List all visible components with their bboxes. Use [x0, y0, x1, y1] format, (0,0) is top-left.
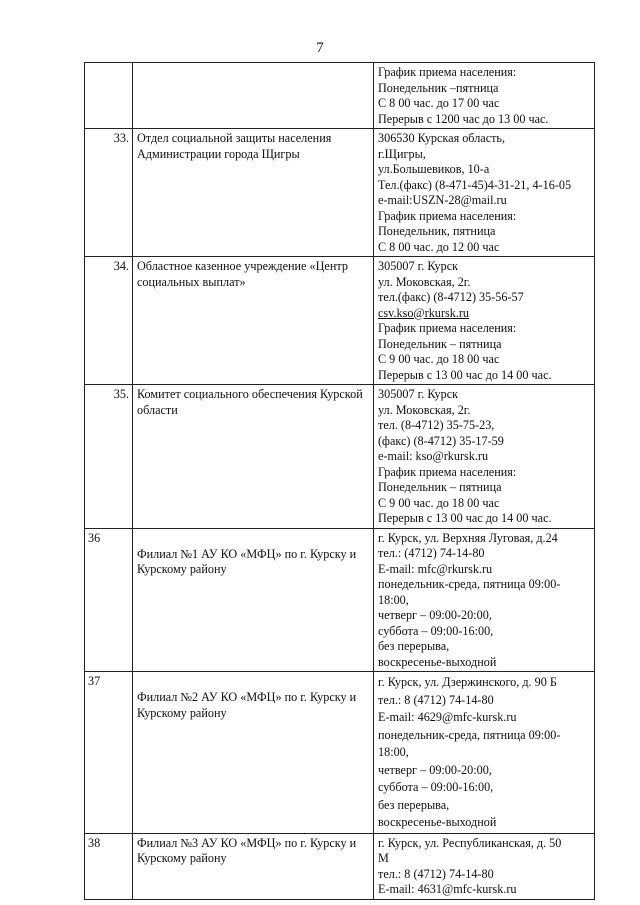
- address-line: ул.Большевиков, 10-а: [378, 162, 490, 176]
- email-line: e-mail: kso@rkursk.ru: [378, 449, 489, 463]
- email-line: E-mail: 4631@mfc-kursk.ru: [378, 882, 517, 896]
- contact-info: [374, 672, 595, 834]
- phone-line: тел.(факс) (8-4712) 35-56-57: [378, 290, 524, 304]
- organization-name: Филиал №3 АУ КО «МФЦ» по г. Курску и Курскому району: [133, 833, 374, 899]
- table-row: [85, 257, 595, 385]
- organization-name: [133, 63, 374, 129]
- row-number: 33.: [85, 129, 133, 257]
- contact-info: [374, 385, 595, 529]
- table-row: [85, 63, 595, 129]
- organizations-table: [84, 62, 595, 900]
- schedule-line: Перерыв с 13 00 час до 14 00 час.: [378, 511, 552, 525]
- schedule-line: С 9 00 час. до 18 00 час: [378, 495, 500, 510]
- address-line: г.Щигры,: [378, 146, 426, 161]
- address-line: г. Курск, ул. Верхняя Луговая, д.24: [378, 530, 558, 545]
- phone-line: тел.: (4712) 74-14-80: [378, 546, 485, 560]
- table-row: [85, 833, 595, 899]
- schedule-line: 18:00,: [378, 592, 409, 607]
- organization-name: Областное казенное учреждение «Центр социальных выплат»: [133, 257, 374, 385]
- address-line: 305007 г. Курск: [378, 387, 459, 401]
- contact-line: График приема населения:: [378, 65, 517, 79]
- row-number: 35.: [85, 385, 133, 529]
- contact-info: [374, 833, 595, 899]
- row-number: [85, 63, 133, 129]
- contact-info: [374, 129, 595, 257]
- phone-line: тел. (8-4712) 35-75-23,: [378, 418, 495, 432]
- schedule-line: четверг – 09:00-20:00,: [378, 762, 492, 777]
- schedule-line: С 9 00 час. до 18 00 час: [378, 352, 500, 366]
- page-number: 7: [316, 40, 324, 56]
- organization-name-text: Филиал №1 АУ КО «МФЦ» по г. Курску и Курскому району: [137, 546, 357, 576]
- organization-name: [133, 528, 374, 672]
- contact-info: [374, 63, 595, 129]
- phone-line: Тел.(факс) (8-471-45)4-31-21, 4-16-05: [378, 177, 572, 192]
- organization-name: Комитет социального обеспечения Курской области: [133, 385, 374, 529]
- table-row: [85, 528, 595, 672]
- schedule-line: С 8 00 час. до 12 00 час: [378, 239, 500, 254]
- phone-line: тел.: 8 (4712) 74-14-80: [378, 866, 494, 881]
- schedule-line: воскресенье-выходной: [378, 815, 497, 829]
- row-number: 36: [85, 528, 133, 672]
- contact-info: [374, 528, 595, 672]
- phone-line: тел.: 8 (4712) 74-14-80: [378, 692, 494, 707]
- schedule-line: понедельник-среда, пятница 09:00-: [378, 727, 561, 742]
- schedule-line: Понедельник – пятница: [378, 336, 502, 351]
- organization-name: Отдел социальной защиты населения Администрации города Щигры: [133, 129, 374, 257]
- email-link[interactable]: csv.kso@rkursk.ru: [378, 305, 469, 320]
- schedule-line: без перерыва,: [378, 639, 450, 653]
- address-line: М: [378, 851, 389, 865]
- table-row: [85, 129, 595, 257]
- contact-line: Перерыв с 1200 час до 13 00 час.: [378, 111, 549, 126]
- schedule-line: суббота – 09:00-16:00,: [378, 780, 494, 794]
- organization-name-text: Филиал №2 АУ КО «МФЦ» по г. Курску и Курскому району: [137, 690, 357, 720]
- address-line: ул. Моковская, 2г.: [378, 274, 471, 289]
- email-line: e-mail:USZN-28@mail.ru: [378, 193, 507, 207]
- schedule-line: Понедельник, пятница: [378, 224, 496, 238]
- schedule-line: График приема населения:: [378, 464, 517, 479]
- email-line: E-mail: 4629@mfc-kursk.ru: [378, 710, 517, 724]
- schedule-line: воскресенье-выходной: [378, 654, 497, 669]
- contact-info: [374, 257, 595, 385]
- table-row: [85, 385, 595, 529]
- row-number: 34.: [85, 257, 133, 385]
- row-number: 38: [85, 833, 133, 899]
- schedule-line: без перерыва,: [378, 797, 450, 812]
- address-line: ул. Моковская, 2г.: [378, 402, 471, 417]
- schedule-line: Перерыв с 13 00 час до 14 00 час.: [378, 367, 552, 382]
- address-line: 306530 Курская область,: [378, 131, 506, 145]
- row-number: 37: [85, 672, 133, 834]
- fax-line: (факс) (8-4712) 35-17-59: [378, 433, 504, 448]
- organization-name: [133, 672, 374, 834]
- table-row: [85, 672, 595, 834]
- contact-line: Понедельник –пятница: [378, 80, 499, 95]
- schedule-line: 18:00,: [378, 745, 409, 759]
- contact-line: С 8 00 час. до 17 00 час: [378, 96, 500, 110]
- schedule-line: понедельник-среда, пятница 09:00-: [378, 577, 561, 591]
- schedule-line: Понедельник – пятница: [378, 480, 502, 494]
- schedule-line: суббота – 09:00-16:00,: [378, 623, 494, 638]
- schedule-line: График приема населения:: [378, 208, 517, 223]
- email-line: E-mail: mfc@rkursk.ru: [378, 561, 493, 576]
- schedule-line: четверг – 09:00-20:00,: [378, 608, 492, 622]
- address-line: г. Курск, ул. Республиканская, д. 50: [378, 835, 562, 850]
- address-line: г. Курск, ул. Дзержинского, д. 90 Б: [378, 675, 557, 689]
- schedule-line: График приема населения:: [378, 321, 517, 335]
- address-line: 305007 г. Курск: [378, 259, 459, 273]
